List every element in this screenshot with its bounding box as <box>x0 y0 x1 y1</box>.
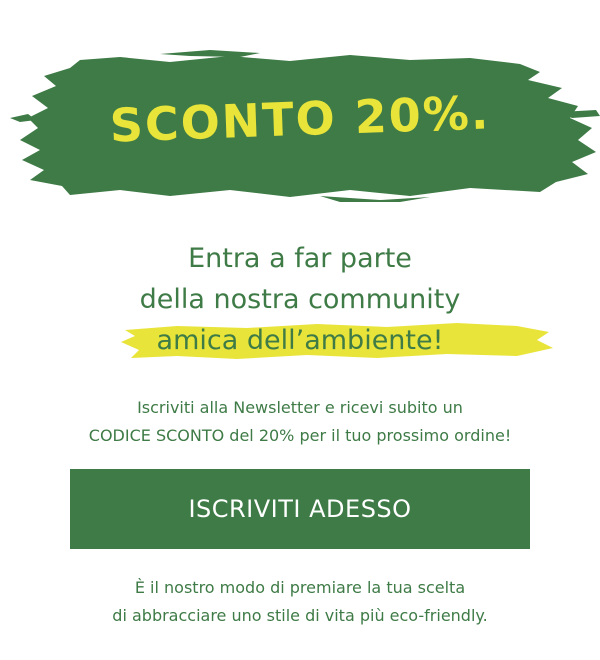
headline-line-1: Entra a far parte <box>188 243 412 274</box>
brush-fleck-bottom <box>320 196 430 202</box>
discount-title: SCONTO 20%. <box>108 85 492 153</box>
headline <box>0 238 600 361</box>
headline-line-2: della nostra community <box>139 284 461 315</box>
newsletter-description <box>0 394 600 450</box>
headline-line-3-wrapper <box>0 320 600 361</box>
discount-banner <box>0 0 600 230</box>
footer-message <box>0 574 600 630</box>
footer-message-line-2: di abbracciare uno stile di vita più eco-friendly. <box>112 606 488 625</box>
subscribe-button[interactable]: ISCRIVITI ADESSO <box>70 469 530 549</box>
footer-message-line-1: È il nostro modo di premiare la tua scelta <box>134 578 466 597</box>
highlight-wrap <box>157 320 444 361</box>
headline-line-3: amica dell’ambiente! <box>156 325 444 356</box>
newsletter-description-line-1: Iscriviti alla Newsletter e ricevi subito un <box>137 398 463 417</box>
newsletter-description-line-2: CODICE SCONTO del 20% per il tuo prossimo ordine! <box>88 426 512 445</box>
brush-fleck-top <box>160 50 260 57</box>
